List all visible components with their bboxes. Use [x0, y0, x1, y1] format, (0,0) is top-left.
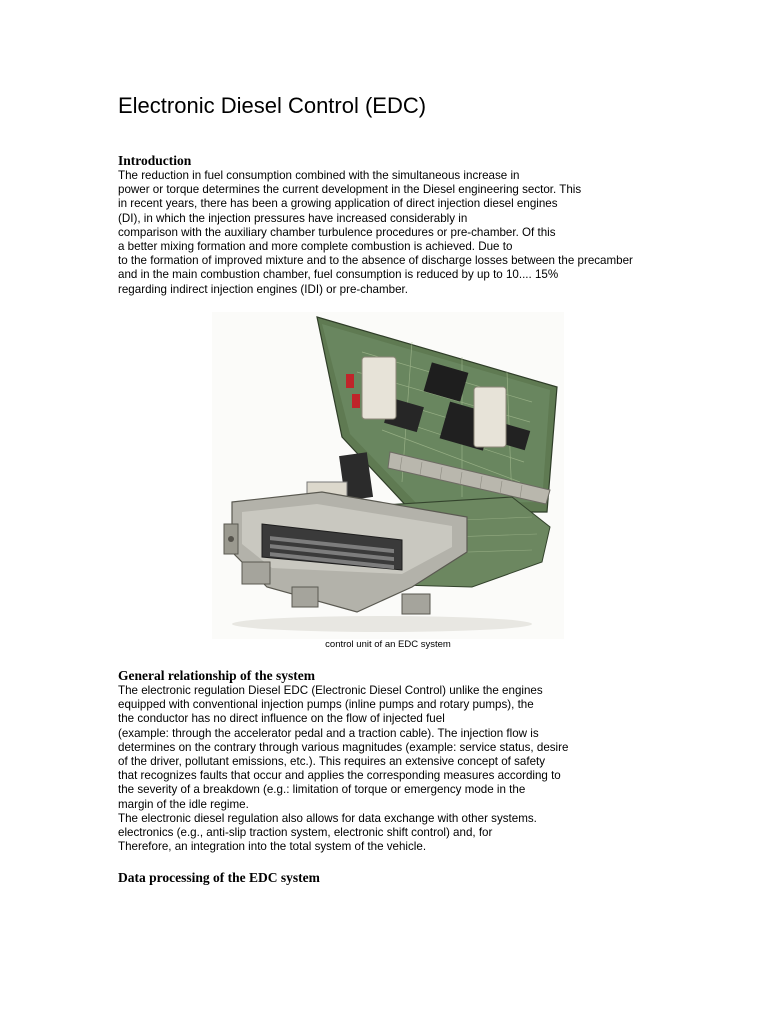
paragraph-line: the severity of a breakdown (e.g.: limitation of torque or emergency mode in the	[118, 783, 526, 797]
paragraph-line: the conductor has no direct influence on the flow of injected fuel	[118, 712, 445, 726]
paragraph-line: a better mixing formation and more complete combustion is achieved. Due to	[118, 240, 513, 254]
paragraph-line: determines on the contrary through various magnitudes (example: service status, desire	[118, 740, 569, 754]
paragraph-line: that recognizes faults that occur and applies the corresponding measures according to	[118, 769, 561, 783]
paragraph-line: power or torque determines the current development in the Diesel engineering sector. This	[118, 183, 582, 197]
paragraph-line: equipped with conventional injection pumps (inline pumps and rotary pumps), the	[118, 698, 534, 712]
general-relationship-paragraph	[118, 684, 678, 854]
connector-block	[474, 387, 506, 447]
paragraph-line: regarding indirect injection engines (IDI) or pre-chamber.	[118, 282, 408, 296]
data-processing-heading: Data processing of the EDC system	[118, 870, 320, 885]
introduction-paragraph	[118, 169, 678, 297]
paragraph-line: (example: through the accelerator pedal and a traction cable). The injection flow is	[118, 726, 539, 740]
paragraph-line: in recent years, there has been a growing application of direct injection diesel engines	[118, 197, 558, 211]
paragraph-line: electronics (e.g., anti-slip traction system, electronic shift control) and, for	[118, 826, 493, 840]
document-title: Electronic Diesel Control (EDC)	[118, 93, 427, 118]
paragraph-line: of the driver, pollutant emissions, etc.). This requires an extensive concept of safety	[118, 755, 546, 769]
paragraph-line: The electronic regulation Diesel EDC (Electronic Diesel Control) unlike the engines	[118, 684, 543, 697]
figure-caption: control unit of an EDC system	[325, 639, 451, 650]
edc-control-unit-illustration	[212, 312, 564, 639]
paragraph-line: to the formation of improved mixture and to the absence of discharge losses between the precamber	[118, 254, 633, 268]
general-relationship-heading: General relationship of the system	[118, 668, 315, 683]
connector-block	[362, 357, 396, 419]
paragraph-line: Therefore, an integration into the total system of the vehicle.	[118, 840, 427, 854]
introduction-heading: Introduction	[118, 153, 192, 168]
paragraph-line: The reduction in fuel consumption combined with the simultaneous increase in	[118, 169, 520, 182]
paragraph-line: The electronic diesel regulation also allows for data exchange with other systems.	[118, 811, 537, 825]
edc-control-unit-image	[212, 312, 564, 639]
paragraph-line: (DI), in which the injection pressures have increased considerably in	[118, 211, 468, 225]
paragraph-line: comparison with the auxiliary chamber turbulence procedures or pre-chamber. Of this	[118, 225, 556, 239]
paragraph-line: and in the main combustion chamber, fuel consumption is reduced by up to 10.... 15%	[118, 268, 559, 282]
paragraph-line: margin of the idle regime.	[118, 797, 249, 811]
